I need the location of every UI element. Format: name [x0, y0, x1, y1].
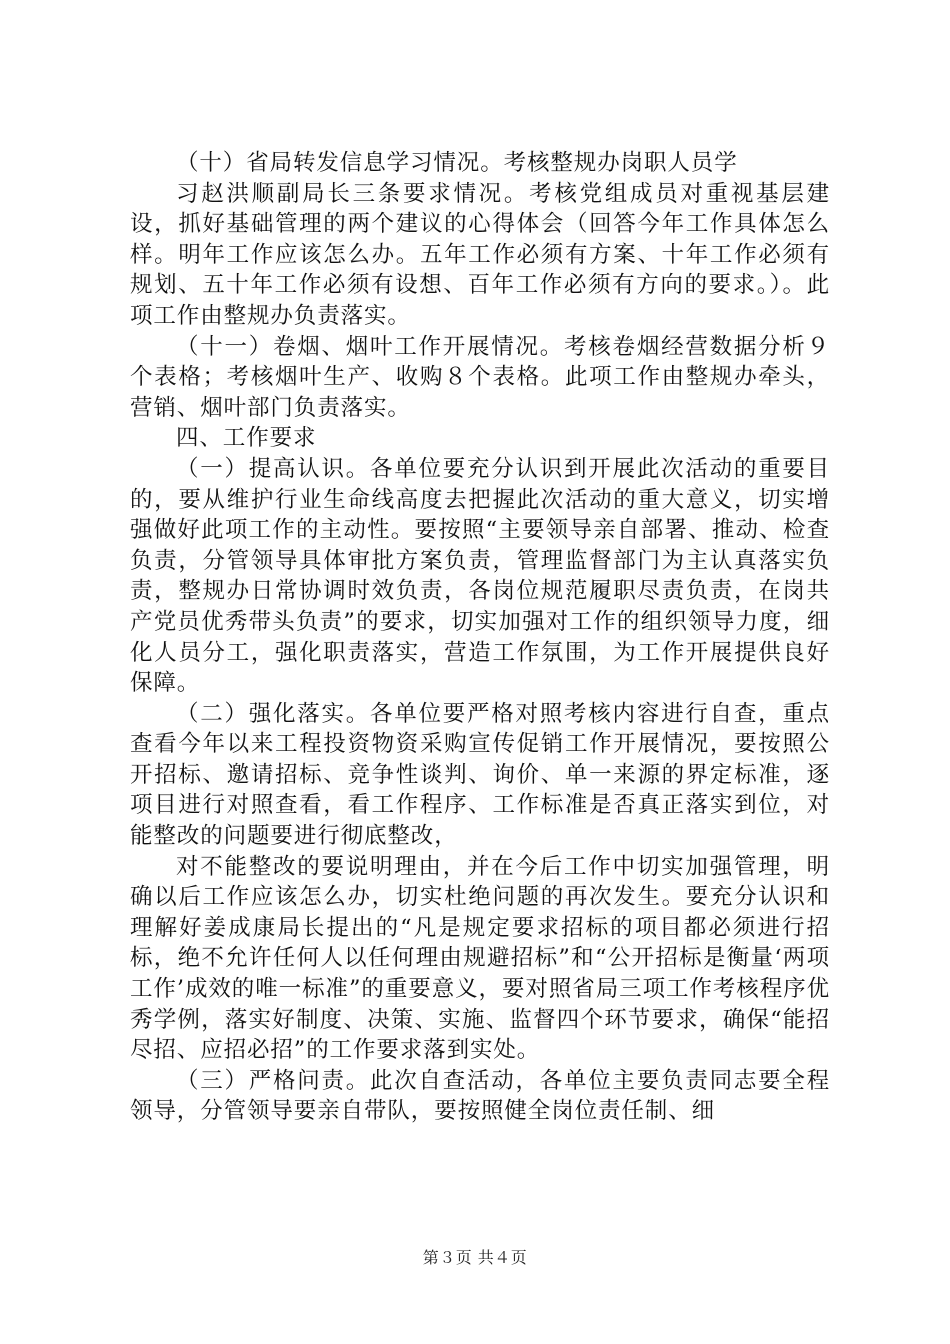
paragraph-item-10-continued: 习赵洪顺副局长三条要求情况。考核党组成员对重视基层建设，抓好基础管理的两个建议的心得体会（回答今年工作具体怎么样。明年工作应该怎么办。五年工作必须有方案、十年工作必须有规划、五十年工作必须有设想、百年工作必须有方向的要求。）。此项工作由整规办负责落实。 [130, 180, 830, 329]
section-heading-work-requirements: 四、工作要求 [176, 425, 317, 452]
paragraph-strict-accountability: （三）严格问责。此次自查活动，各单位主要负责同志要全程领导，分管领导要亲自带队，要按照健全岗位责任制、细 [130, 1067, 830, 1125]
page-number-footer: 第３页 共４页 [422, 1248, 528, 1267]
document-body [130, 148, 830, 1127]
paragraph-item-10: （十）省局转发信息学习情况。考核整规办岗职人员学 [176, 150, 738, 176]
paragraph-item-11: （十一）卷烟、烟叶工作开展情况。考核卷烟经营数据分析９个表格；考核烟叶生产、收购８个表格。此项工作由整规办牵头，营销、烟叶部门负责落实。 [130, 333, 830, 421]
paragraph-strengthen-implementation: （二）强化落实。各单位要严格对照考核内容进行自查，重点查看今年以来工程投资物资采购宣传促销工作开展情况，要按照公开招标、邀请招标、竞争性谈判、询价、单一来源的界定标准，逐项目进行对照查看，看工作程序、工作标准是否真正落实到位，对能整改的问题要进行彻底整改， [130, 700, 830, 850]
paragraph-raise-awareness: （一）提高认识。各单位要充分认识到开展此次活动的重要目的，要从维护行业生命线高度去把握此次活动的重大意义，切实增强做好此项工作的主动性。要按照“主要领导亲自部署、推动、检查负责，分管领导具体审批方案负责，管理监督部门为主认真落实负责，整规办日常协调时效负责，各岗位规范履职尽责负责，在岗共产党员优秀带头负责”的要求，切实加强对工作的组织领导力度，细化人员分工，强化职责落实，营造工作氛围，为工作开展提供良好保障。 [130, 455, 830, 697]
paragraph-cannot-rectify: 对不能整改的要说明理由，并在今后工作中切实加强管理，明确以后工作应该怎么办，切实杜绝问题的再次发生。要充分认识和理解好姜成康局长提出的“凡是规定要求招标的项目都必须进行招标，绝不允许任何人以任何理由规避招标”和“公开招标是衡量‘两项工作’成效的唯一标准”的重要意义，要对照省局三项工作考核程序优秀学例，落实好制度、决策、实施、监督四个环节要求，确保“能招尽招、应招必招”的工作要求落到实处。 [130, 853, 830, 1064]
